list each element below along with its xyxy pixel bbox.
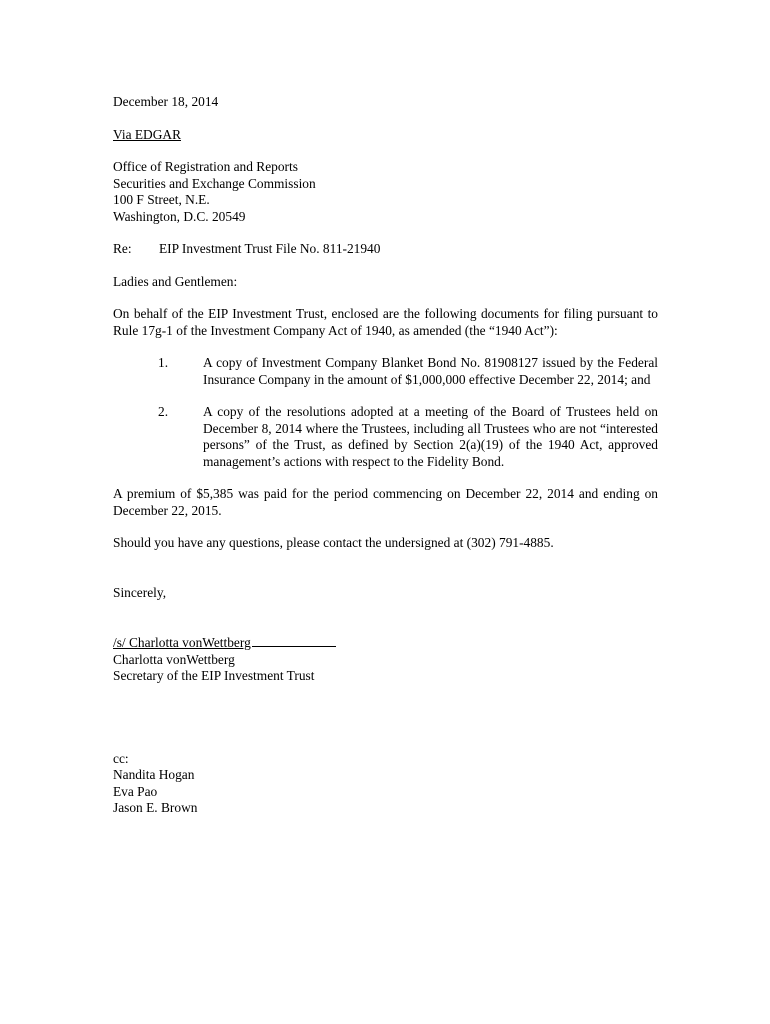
address-line: 100 F Street, N.E. bbox=[113, 192, 210, 207]
list-item bbox=[113, 355, 658, 388]
recipient-address bbox=[113, 159, 658, 225]
address-line: Office of Registration and Reports bbox=[113, 159, 298, 174]
list-item-number: 1. bbox=[158, 355, 169, 370]
closing: Sincerely, bbox=[113, 584, 167, 600]
cc-recipient: Nandita Hogan bbox=[113, 767, 195, 782]
list-item bbox=[113, 404, 658, 470]
premium-paragraph: A premium of $5,385 was paid for the period commencing on December 22, 2014 and ending on December 22, 2015. bbox=[113, 486, 658, 518]
via-edgar-heading: Via EDGAR bbox=[113, 126, 181, 142]
cc-recipient: Eva Pao bbox=[113, 783, 158, 799]
signature-underline bbox=[252, 634, 336, 647]
questions-paragraph: Should you have any questions, please contact the undersigned at (302) 791-4885. bbox=[113, 535, 554, 550]
address-line: Washington, D.C. 20549 bbox=[113, 208, 246, 224]
re-line bbox=[113, 241, 658, 258]
letter-date: December 18, 2014 bbox=[113, 94, 219, 109]
enclosure-list bbox=[113, 355, 658, 470]
cc-recipient: Jason E. Brown bbox=[113, 800, 198, 815]
re-subject: EIP Investment Trust File No. 811-21940 bbox=[159, 241, 381, 256]
signer-title: Secretary of the EIP Investment Trust bbox=[113, 668, 315, 683]
letter-page bbox=[113, 94, 658, 817]
electronic-signature: /s/ Charlotta vonWettberg bbox=[113, 635, 251, 650]
cc-block bbox=[113, 751, 658, 817]
signature-line bbox=[113, 634, 658, 652]
signature-block bbox=[113, 634, 658, 685]
list-item-text: A copy of the resolutions adopted at a meeting of the Board of Trustees held on December 8, 2014 where the Trustees, including all Trustees who are not “interested persons” of the Trust, as defined by Section 2(a)(19) of the 1940 Act, approved management’s actions with respect to the Fidelity Bond. bbox=[203, 404, 658, 469]
list-item-text: A copy of Investment Company Blanket Bond No. 81908127 issued by the Federal Insurance Company in the amount of $1,000,000 effective December 22, 2014; and bbox=[203, 355, 658, 387]
cc-label: cc: bbox=[113, 750, 129, 766]
intro-paragraph: On behalf of the EIP Investment Trust, enclosed are the following documents for filing pursuant to Rule 17g-1 of the Investment Company Act of 1940, as amended (the “1940 Act”): bbox=[113, 306, 658, 338]
salutation: Ladies and Gentlemen: bbox=[113, 273, 238, 289]
list-item-number: 2. bbox=[158, 404, 169, 419]
address-line: Securities and Exchange Commission bbox=[113, 175, 316, 191]
re-label: Re: bbox=[113, 241, 132, 256]
signer-name: Charlotta vonWettberg bbox=[113, 651, 235, 667]
